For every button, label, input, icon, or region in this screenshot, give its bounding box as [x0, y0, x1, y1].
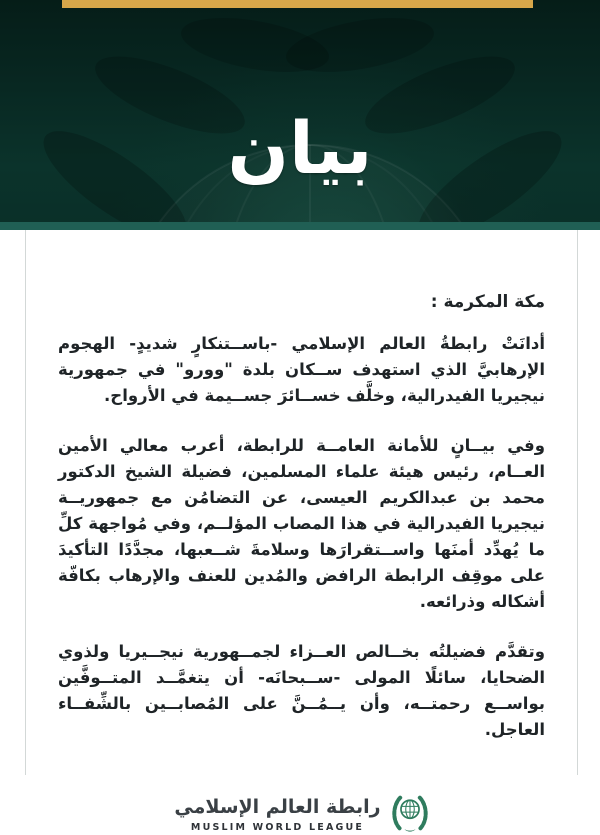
- statement-header: [0, 0, 600, 230]
- dateline-location: مكة المكرمة :: [430, 292, 545, 312]
- statement-body-card: [25, 230, 578, 833]
- statement-paragraph-1: أدانَتْ رابطةُ العالم الإسلامي -باســتنكارٍ شديدٍ- الهجوم الإرهابيَّ الذي استهدف ســكان بلدة "وورو" في جمهورية نيجيريا الفيدرالية، وخلَّف خســائرَ جســيمة في الأرواح.: [58, 334, 545, 405]
- gold-accent-bar: [62, 0, 533, 8]
- statement-title-calligraphy: بيان: [227, 106, 373, 190]
- teal-accent-strip: [0, 222, 600, 230]
- statement-paragraph-3: وتقدَّم فضيلتُه بخــالص العــزاء لجمــهورية نيجــيريا ولذوي الضحايا، سائلًا المولى -ســبحانَه- أن يتغمَّــد المتــوفَّين بواســع رحمتــه، وأن يــمُــنَّ على المُصابــين بالشِّفــاء العاجل.: [58, 642, 545, 739]
- footer-logo: [58, 793, 545, 835]
- mwl-emblem-icon: [391, 793, 429, 835]
- mwl-english-wordmark: MUSLIM WORLD LEAGUE: [190, 822, 365, 833]
- mwl-arabic-wordmark: رابطة العالم الإسلامي: [174, 796, 381, 818]
- footer-logo-text: [174, 795, 380, 833]
- statement-paragraph-2: وفي بيــانٍ للأمانة العامــة للرابطة، أعرب معالي الأمين العــام، رئيس هيئة علماء المسلمين، فضيلة الشيخ الدكتور محمد بن عبدالكريم العيسى، عن التضامُن مع جمهوريــة نيجيريا الفيدرالية في هذا المصاب المؤلــم، وفي مُواجهة كلِّ ما يُهدِّد أمنَها واســتقرارَها وسلامةَ شــعبها، مجدَّدًا التأكيدَ على موقِف الرابطة الرافض والمُدين للعنف والإرهاب بكافّة أشكاله وذرائعه.: [58, 436, 545, 611]
